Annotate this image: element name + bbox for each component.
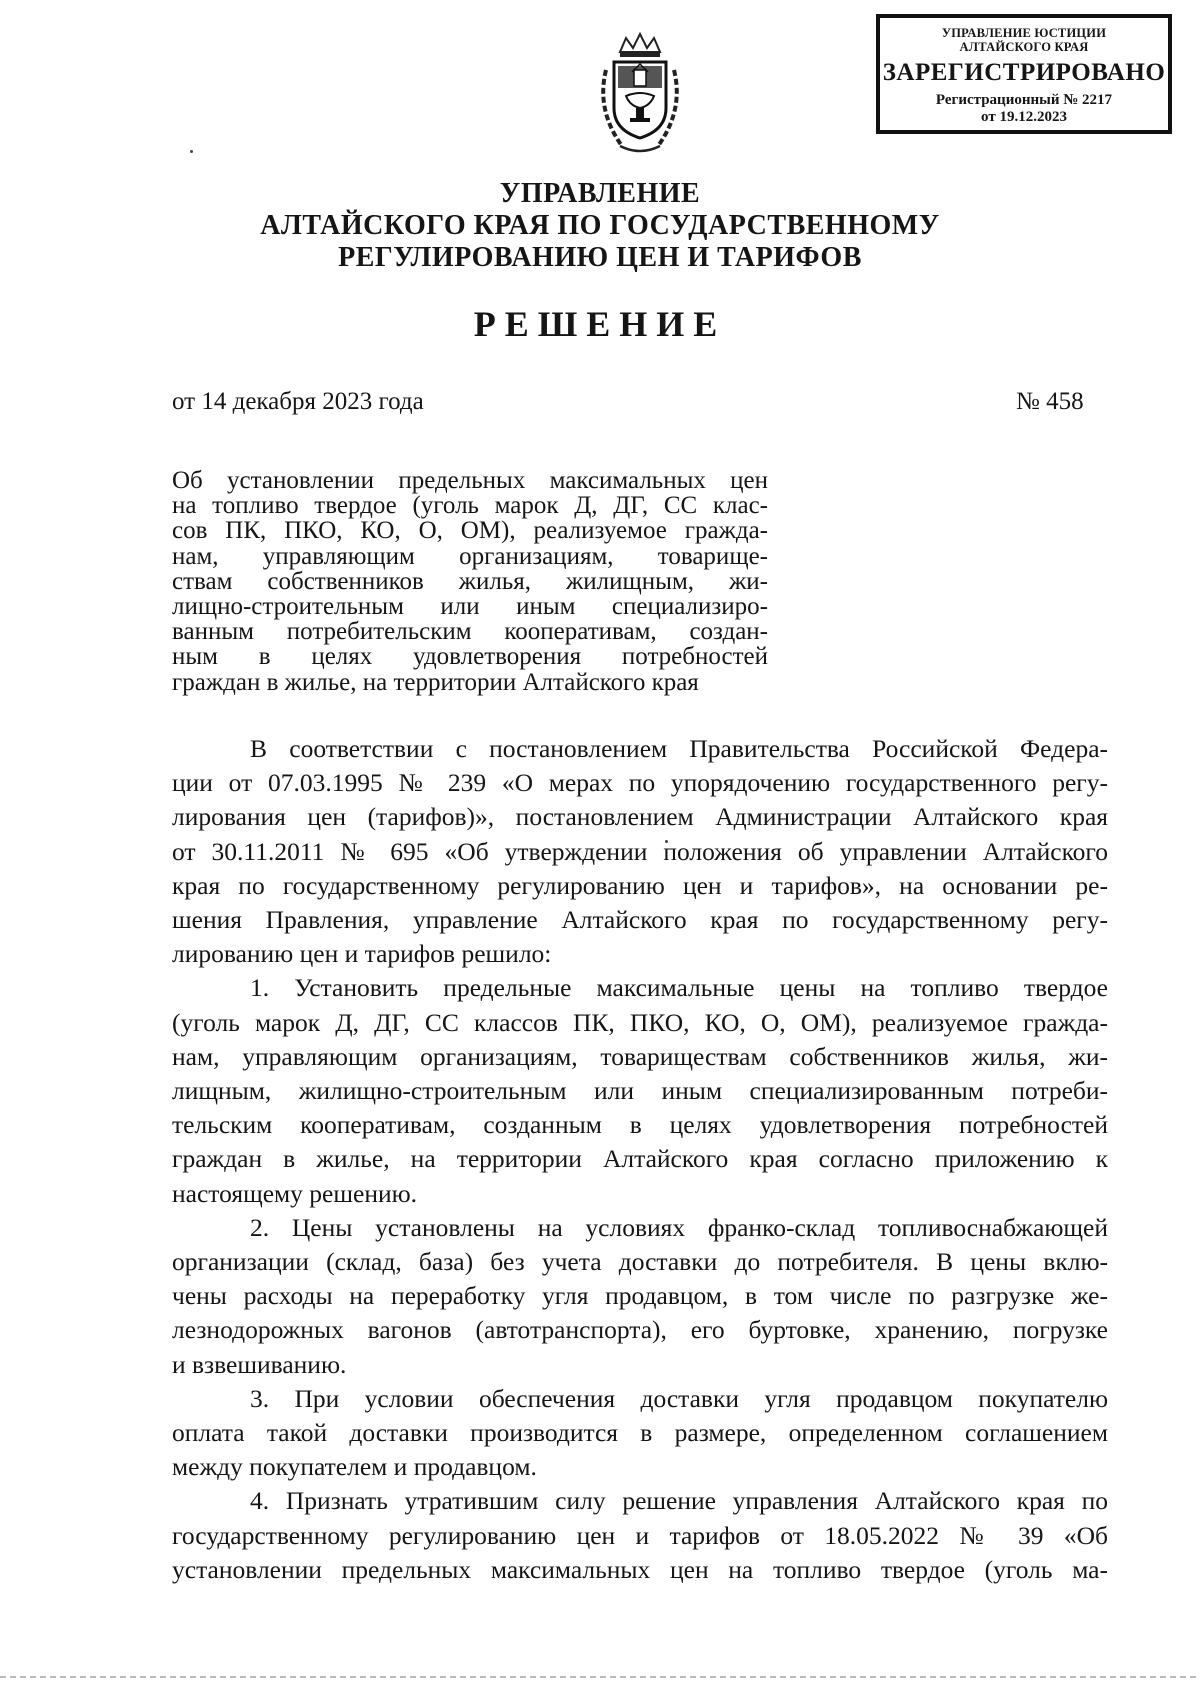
- body-line: установлении предельных максимальных цен на топливо твердое (уголь ма-: [172, 1554, 1108, 1584]
- body-line: (уголь марок Д, ДГ, СС классов ПК, ПКО, КО, О, ОМ), реализуемое гражда-: [172, 1007, 1108, 1037]
- subject-line: Об установлении предельных максимальных цен: [172, 467, 768, 494]
- stamp-org-line2: АЛТАЙСКОГО КРАЯ: [959, 40, 1089, 54]
- body-line: организации (склад, база) без учета доставки до потребителя. В цены вклю-: [172, 1247, 1108, 1277]
- body-line: лищным, жилищно-строительным или иным специализированным потреби-: [172, 1076, 1108, 1106]
- subject-line: ствам собственников жилья, жилищным, жи-: [172, 567, 768, 595]
- body-line: тельским кооперативам, созданным в целях удовлетворения потребностей: [172, 1110, 1108, 1140]
- subject-line: сов ПК, ПКО, КО, О, ОМ), реализуемое гражда-: [172, 517, 768, 545]
- agency-line3: РЕГУЛИРОВАНИЮ ЦЕН И ТАРИФОВ: [338, 242, 862, 273]
- altai-krai-coat-of-arms-icon: [580, 30, 700, 160]
- subject-line: лищно-строительным или иным специализиро-: [172, 593, 768, 621]
- body-line: ции от 07.03.1995 № 239 «О мерах по упорядочению государственного регу-: [172, 768, 1108, 798]
- body-line: края по государственному регулированию цен и тарифов», на основании ре-: [172, 870, 1108, 900]
- document-body: [172, 732, 1108, 1587]
- stamp-org-line1: УПРАВЛЕНИЕ ЮСТИЦИИ: [941, 26, 1107, 40]
- subject-line: нам, управляющим организациям, товарище-: [172, 542, 768, 570]
- document-subject: [172, 468, 768, 695]
- body-line: лированию цен и тарифов решило:: [172, 939, 552, 969]
- stamp-reg-date: от 19.12.2023: [981, 109, 1067, 125]
- document-type-title: РЕШЕНИЕ: [473, 304, 727, 344]
- body-line: 2. Цены установлены на условиях франко-склад топливоснабжающей: [250, 1212, 1108, 1242]
- document-number: № 458: [1016, 388, 1084, 415]
- body-line: оплата такой доставки производится в размере, определенном соглашением: [172, 1418, 1108, 1448]
- scan-edge-noise: [0, 1676, 1200, 1678]
- body-line: лирования цен (тарифов)», постановлением Администрации Алтайского края: [172, 802, 1108, 832]
- body-line: шения Правления, управление Алтайского края по государственному регу-: [172, 905, 1108, 935]
- subject-line: ным в целях удовлетворения потребностей: [172, 643, 768, 671]
- stamp-reg-number: Регистрационный № 2217: [935, 92, 1113, 108]
- body-line: настоящему решению.: [172, 1178, 418, 1208]
- body-line: 1. Установить предельные максимальные цены на топливо твердое: [250, 973, 1108, 1003]
- document-date: от 14 декабря 2023 года: [172, 388, 424, 415]
- agency-line1: УПРАВЛЕНИЕ: [499, 178, 701, 209]
- body-line: и взвешиванию.: [172, 1349, 347, 1379]
- body-line: 4. Признать утратившим силу решение управления Алтайского края по: [250, 1486, 1108, 1516]
- body-line: чены расходы на переработку угля продавцом, в том числе по разгрузке же-: [172, 1281, 1108, 1311]
- body-line: от 30.11.2011 № 695 «Об утверждении положения об управлении Алтайского: [172, 836, 1108, 866]
- subject-line: граждан в жилье, на территории Алтайского края: [172, 668, 699, 696]
- body-line: граждан в жилье, на территории Алтайского края согласно приложению к: [172, 1144, 1108, 1174]
- scan-speck: [190, 150, 193, 153]
- body-line: лезнодорожных вагонов (автотранспорта), его буртовке, хранению, погрузке: [172, 1315, 1108, 1345]
- agency-line2: АЛТАЙСКОГО КРАЯ ПО ГОСУДАРСТВЕННОМУ: [260, 210, 940, 241]
- subject-line: на топливо твердое (уголь марок Д, ДГ, СС клас-: [172, 492, 768, 520]
- body-line: 3. При условии обеспечения доставки угля продавцом покупателю: [250, 1383, 1108, 1413]
- agency-name: [240, 178, 960, 274]
- stamp-status: ЗАРЕГИСТРИРОВАНО: [882, 59, 1166, 86]
- subject-line: ванным потребительским кооперативам, создан-: [172, 618, 768, 646]
- body-line: нам, управляющим организациям, товариществам собственников жилья, жи-: [172, 1041, 1108, 1071]
- body-line: В соответствии с постановлением Правительства Российской Федера-: [250, 734, 1108, 763]
- body-line: между покупателем и продавцом.: [172, 1452, 537, 1482]
- stamp-organization: [880, 26, 1168, 54]
- registration-stamp: [876, 14, 1172, 134]
- body-line: государственному регулированию цен и тарифов от 18.05.2022 № 39 «Об: [172, 1520, 1108, 1550]
